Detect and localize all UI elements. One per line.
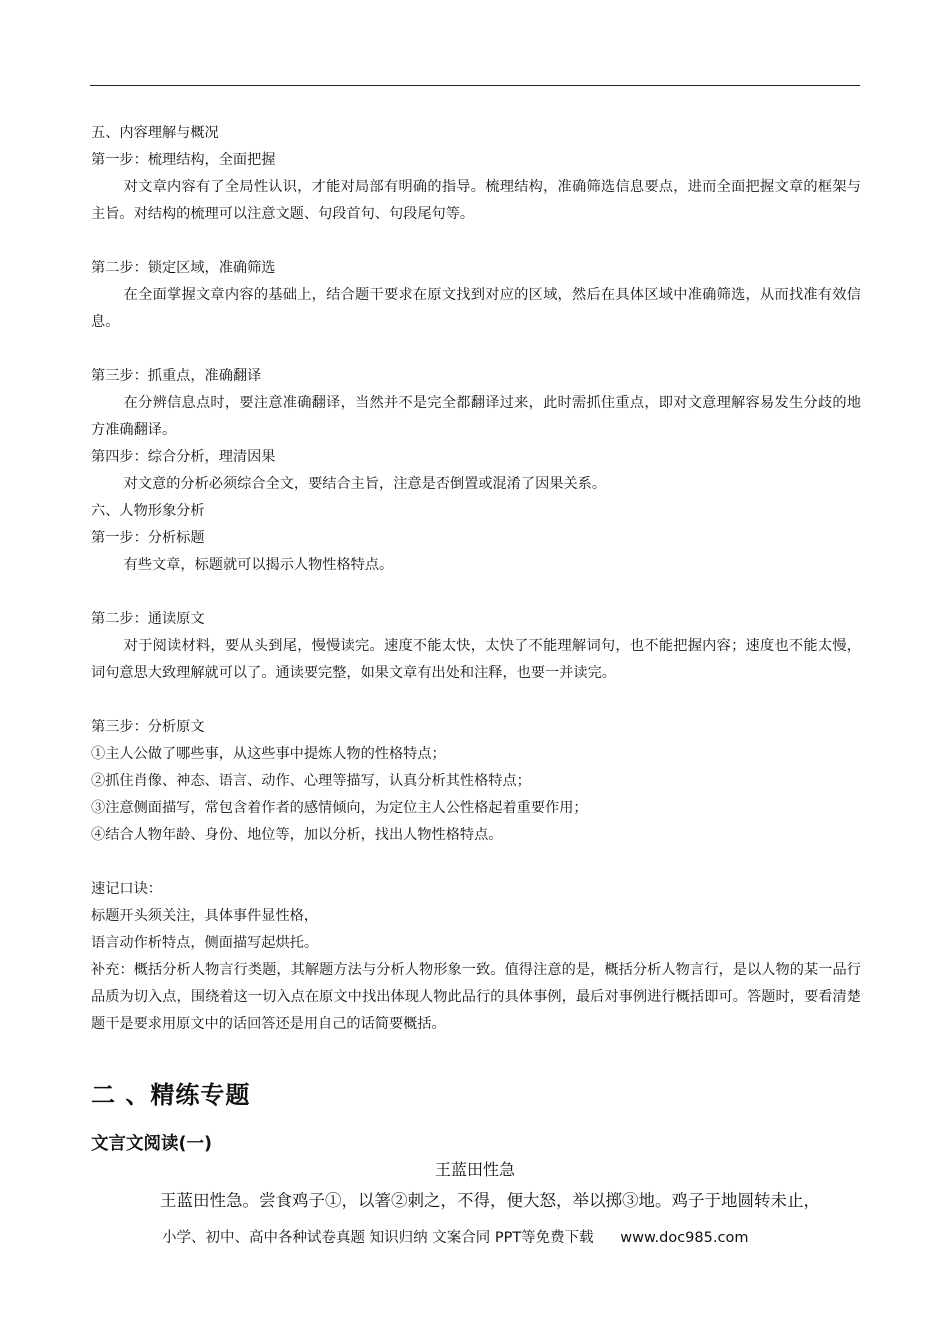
s6-step3-title: 第三步：分析原文 bbox=[91, 719, 205, 735]
s6-step1-body: 有些文章，标题就可以揭示人物性格特点。 bbox=[123, 557, 394, 573]
article-text: 王蓝田性急。尝食鸡子①，以箸②刺之，不得，便大怒，举以掷③地。鸡子于地圆转未止， bbox=[160, 1191, 820, 1210]
mnemonic-title: 速记口诀： bbox=[91, 881, 162, 897]
mnemonic-line: 标题开头须关注，具体事件显性格， bbox=[91, 908, 319, 924]
list-item: ③注意侧面描写，常包含着作者的感情倾向，为定位主人公性格起着重要作用； bbox=[91, 800, 588, 816]
s6-step2-title: 第二步：通读原文 bbox=[91, 611, 205, 627]
footer bbox=[162, 1226, 748, 1247]
section-5-title: 五、内容理解与概况 bbox=[91, 125, 219, 141]
footer-site-link[interactable]: www.doc985.com bbox=[620, 1230, 749, 1246]
s5-step2-body: 在全面掌握文章内容的基础上，结合题干要求在原文找到对应的区域，然后在具体区域中准确筛选，从而找准有效信息。 bbox=[91, 287, 861, 330]
article-title: 王蓝田性急 bbox=[434, 1160, 515, 1179]
list-item: ①主人公做了哪些事，从这些事中提炼人物的性格特点； bbox=[91, 746, 446, 762]
s5-step4-body: 对文意的分析必须综合全文，要结合主旨，注意是否倒置或混淆了因果关系。 bbox=[123, 476, 607, 492]
s5-step3-body: 在分辨信息点时，要注意准确翻译，当然并不是完全都翻译过来，此时需抓住重点，即对文意理解容易发生分歧的地方准确翻译。 bbox=[91, 395, 861, 438]
s6-step2-body: 对于阅读材料，要从头到尾，慢慢读完。速度不能太快，太快了不能理解词句，也不能把握内容；速度也不能太慢，词句意思大致理解就可以了。通读要完整，如果文章有出处和注释，也要一并读完。 bbox=[91, 638, 861, 681]
list-item: ②抓住肖像、神态、语言、动作、心理等描写，认真分析其性格特点； bbox=[91, 773, 531, 789]
footer-text: 小学、初中、高中各种试卷真题 知识归纳 文案合同 PPT等免费下载 bbox=[162, 1230, 594, 1246]
supplement-paragraph: 补充：概括分析人物言行类题，其解题方法与分析人物形象一致。值得注意的是，概括分析人物言行，是以人物的某一品行品质为切入点，围绕着这一切入点在原文中找出体现人物此品行的具体事例，最后对事例进行概括即可。答题时，要看清楚题干是要求用原文中的话回答还是用自己的话简要概括。 bbox=[91, 962, 861, 1032]
s6-step1-title: 第一步：分析标题 bbox=[91, 530, 205, 546]
s5-step2-title: 第二步：锁定区域，准确筛选 bbox=[91, 260, 276, 276]
list-item: ④结合人物年龄、身份、地位等，加以分析，找出人物性格特点。 bbox=[91, 827, 503, 843]
s5-step3-title: 第三步：抓重点，准确翻译 bbox=[91, 368, 262, 384]
s5-step1-body: 对文章内容有了全局性认识，才能对局部有明确的指导。梳理结构，准确筛选信息要点，进而全面把握文章的框架与主旨。对结构的梳理可以注意文题、句段首句、句段尾句等。 bbox=[91, 179, 861, 222]
s5-step1-title: 第一步：梳理结构，全面把握 bbox=[91, 152, 276, 168]
header-rule bbox=[90, 85, 860, 86]
mnemonic-line: 语言动作析特点，侧面描写起烘托。 bbox=[91, 935, 319, 951]
document-body bbox=[91, 120, 861, 1038]
subsection-heading: 文言文阅读(一) bbox=[91, 1134, 212, 1154]
section-6-title: 六、人物形象分析 bbox=[91, 503, 205, 519]
s5-step4-title: 第四步：综合分析，理清因果 bbox=[91, 449, 276, 465]
section-2-heading: 二 、精练专题 bbox=[91, 1081, 251, 1109]
